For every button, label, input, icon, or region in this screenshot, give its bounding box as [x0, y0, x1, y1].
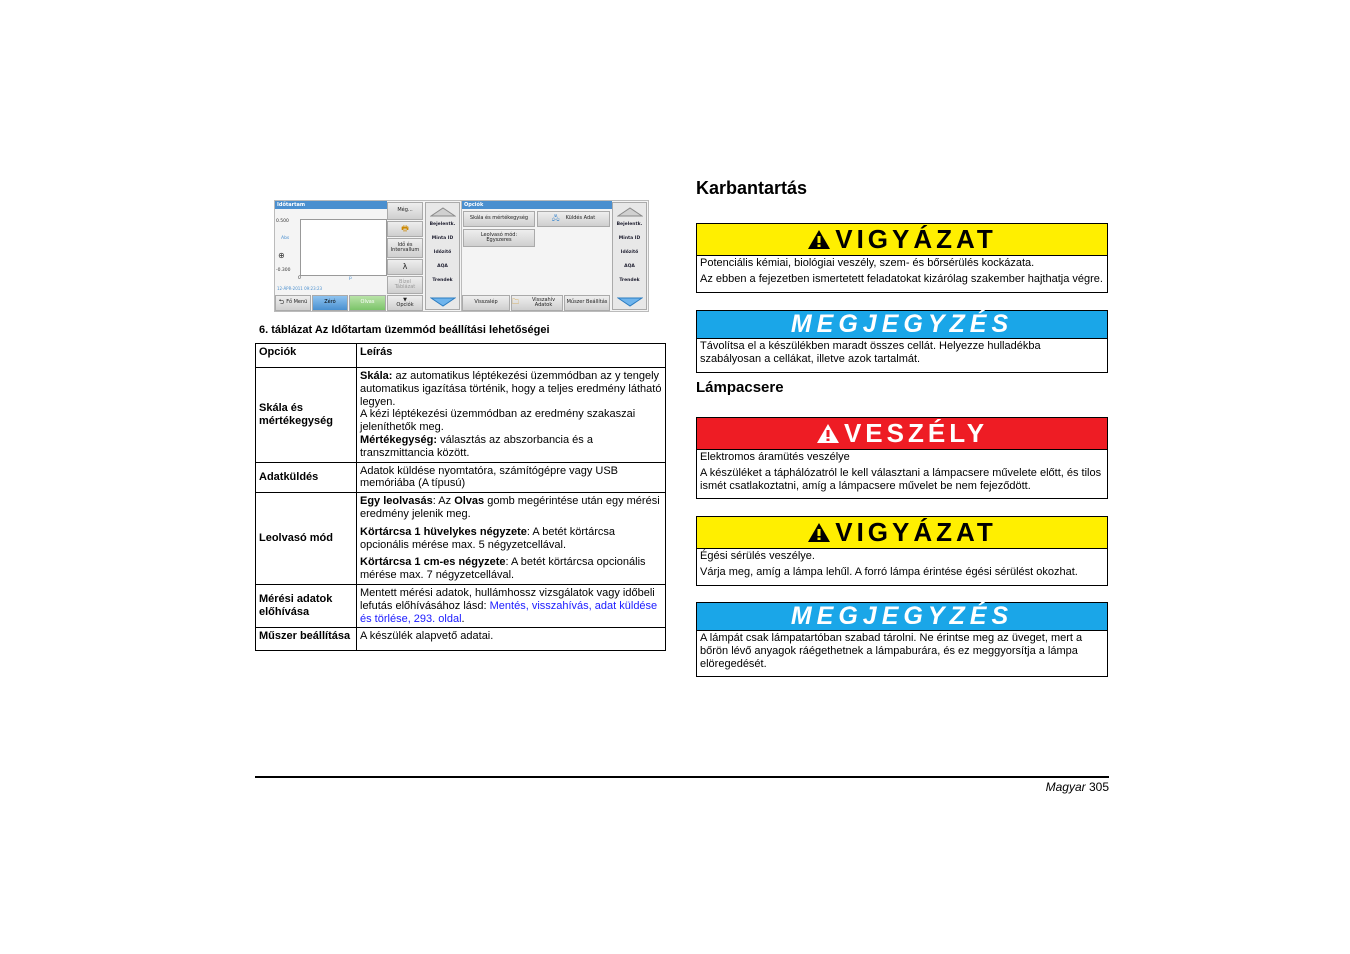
danger-text: A készüléket a táphálózatról le kell választani a lámpacsere művelete előtt, és tilos ismét csatlakoztatni, amíg a lámpacsere művelet be nem fejeződött.: [700, 466, 1102, 492]
caution-banner: VIGYÁZAT: [697, 224, 1107, 256]
option-description: A készülék alapvető adatai.: [357, 628, 666, 651]
instrument-settings-button[interactable]: Műszer Beállítás: [564, 295, 610, 311]
option-name: Leolvasó mód: [256, 493, 357, 585]
nav-timer[interactable]: Időzítő: [433, 250, 452, 255]
send-icon: 🖧: [551, 214, 560, 223]
date-stamp: 12-ÁPR-2011 09:23:23: [277, 286, 323, 291]
nav-sample-id[interactable]: Minta ID: [618, 236, 641, 241]
caution-text: Várja meg, amíg a lámpa lehűl. A forró lámpa érintése égési sérülést okozhat.: [700, 565, 1078, 578]
note-text: Távolítsa el a készülékben maradt összes cellát. Helyezze hulladékba szabályosan a cellákat, illetve azok tartalmát.: [700, 340, 1041, 365]
options-button[interactable]: ▼ Opciók: [387, 295, 423, 311]
y-bottom-label: -0.300: [276, 268, 291, 273]
danger-banner: VESZÉLY: [697, 418, 1107, 450]
scale-unit-button[interactable]: Skála és mértékegység: [463, 211, 535, 227]
nav-login[interactable]: Bejelentk.: [429, 222, 456, 227]
scroll-down-icon[interactable]: [615, 295, 644, 309]
back-button[interactable]: Visszalép: [462, 295, 510, 311]
screenshot-title: Időtartam: [275, 201, 387, 209]
header-description: Leírás: [357, 344, 666, 368]
note-text: A lámpát csak lámpatartóban szabad tárolni. Ne érintse meg az üveget, mert a bőrön lévő anyagok ráégethetnek a lámpaburára, és ez meggyorsítja a lámpa elöregedését.: [700, 632, 1083, 670]
screenshot-title: Opciók: [462, 201, 612, 209]
y-top-label: 0.500: [276, 219, 289, 224]
x-end-label: p: [349, 276, 352, 281]
scroll-down-icon[interactable]: [428, 295, 457, 309]
cross-reference-link[interactable]: Mentés, visszahívás, adat küldése és törlése, 293. oldal: [360, 599, 658, 625]
options-table: [255, 343, 666, 651]
warning-icon: [807, 229, 831, 250]
note-box: [696, 310, 1108, 373]
option-description: Adatok küldése nyomtatóra, számítógépre vagy USB memóriába (A típusú): [357, 462, 666, 493]
nav-login[interactable]: Bejelentk.: [616, 222, 643, 227]
screenshot-duration: [274, 200, 462, 312]
danger-box: [696, 417, 1108, 499]
table-row: [256, 628, 666, 651]
section-heading: Karbantartás: [696, 178, 808, 198]
y-unit-label: Abs: [281, 236, 290, 241]
footer-rule: [255, 776, 1109, 778]
option-description: Skála: az automatikus léptékezési üzemmódban az y tengely automatikus igazítása történik, hogy a teljes eredmény látható legyen. A kézi léptékezési üzemmódban az eredmény szakaszai jeleníthetők meg. Mértékegység: választás az abszorbancia és a transzmittancia között.: [357, 368, 666, 463]
back-icon: ⮌: [278, 298, 285, 307]
zoom-icon[interactable]: ⊕: [278, 251, 285, 260]
table-button[interactable]: Bízel Táblázat: [387, 276, 423, 294]
folder-icon: 🗀: [512, 298, 519, 307]
table-row: [256, 462, 666, 493]
nav-aqa[interactable]: AQA: [437, 264, 448, 269]
nav-sample-id[interactable]: Minta ID: [431, 236, 454, 241]
chevron-down-icon: ▼: [403, 296, 407, 303]
caution-box: [696, 223, 1108, 293]
lambda-button[interactable]: λ: [387, 259, 423, 275]
note-banner: MEGJEGYZÉS: [697, 603, 1107, 631]
main-menu-button[interactable]: ⮌ Fő Menü: [275, 295, 311, 311]
option-description: Mentett mérési adatok, hullámhossz vizsgálatok vagy időbeli lefutás előhívásához lásd: Mentés, visszahívás, adat küldése és törlése, 293. oldal.: [357, 584, 666, 627]
nav-aqa[interactable]: AQA: [624, 264, 635, 269]
table-row: [256, 493, 666, 585]
send-data-button[interactable]: 🖧 Küldés Adat: [537, 211, 610, 227]
nav-column-left: [425, 202, 460, 310]
scroll-up-icon[interactable]: [615, 205, 644, 219]
caution-text: Potenciális kémiai, biológiai veszély, szem- és bőrsérülés kockázata.: [700, 257, 1035, 269]
note-box: [696, 602, 1108, 677]
recall-data-button[interactable]: 🗀 Visszahív Adatok: [511, 295, 563, 311]
table-caption: 6. táblázat Az Időtartam üzemmód beállítási lehetőségei: [259, 324, 550, 336]
more-button[interactable]: Még...: [387, 202, 423, 220]
danger-text: Elektromos áramütés veszélye: [700, 451, 850, 463]
warning-icon: [816, 423, 840, 444]
note-banner: MEGJEGYZÉS: [697, 311, 1107, 339]
x-start-label: 0: [298, 276, 301, 281]
nav-trends[interactable]: Trendek: [619, 278, 640, 283]
nav-column-right: [612, 202, 647, 310]
plot-area: [300, 219, 387, 276]
header-options: Opciók: [256, 344, 357, 368]
caution-text: Az ebben a fejezetben ismertetett feladatokat kizárólag szakember hajthatja végre.: [700, 272, 1103, 285]
table-row: [256, 368, 666, 463]
time-interval-button[interactable]: Idő és Intervallum: [387, 238, 423, 258]
caution-box: [696, 516, 1108, 586]
table-row: [256, 584, 666, 627]
table-row: [256, 344, 666, 368]
read-button[interactable]: Olvas: [349, 295, 386, 311]
read-mode-button[interactable]: Leolvasó mód: Egyszeres: [463, 229, 535, 247]
page-footer: Magyar 305: [1045, 780, 1109, 794]
zero-button[interactable]: Zéró: [312, 295, 348, 311]
warning-icon: [807, 522, 831, 543]
print-button[interactable]: 🖶: [387, 221, 423, 237]
screenshot-options: [461, 200, 649, 312]
option-name: Mérési adatok előhívása: [256, 584, 357, 627]
option-name: Műszer beállítása: [256, 628, 357, 651]
scroll-up-icon[interactable]: [428, 205, 457, 219]
option-description: Egy leolvasás: Az Olvas gomb megérintése után egy mérési eredmény jelenik meg. Körtárcsa 1 hüvelykes négyzete: A betét körtárcsa opcionális mérése max. 5 négyzetcellával. Körtárcsa 1 cm-es négyzete: A betét körtárcsa opcionális mérése max. 7 négyzetcellával.: [357, 493, 666, 585]
caution-banner: VIGYÁZAT: [697, 517, 1107, 549]
option-name: Adatküldés: [256, 462, 357, 493]
nav-trends[interactable]: Trendek: [432, 278, 453, 283]
subsection-heading: Lámpacsere: [696, 379, 784, 396]
caution-text: Égési sérülés veszélye.: [700, 550, 815, 562]
nav-timer[interactable]: Időzítő: [620, 250, 639, 255]
option-name: Skála és mértékegység: [256, 368, 357, 463]
